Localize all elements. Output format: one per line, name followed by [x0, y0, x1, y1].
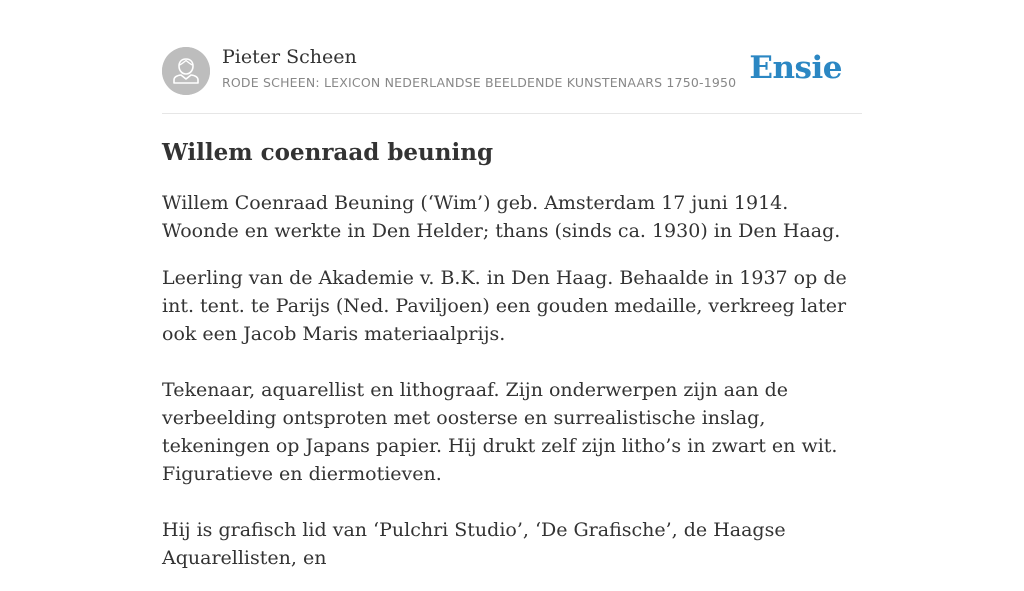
page — [162, 0, 862, 569]
article-paragraph: Tekenaar, aquarellist en lithograaf. Zijn onderwerpen zijn aan de verbeelding ontsproten met oosterse en surrealistische inslag, tekeningen op Japans papier. Hij drukt zelf zijn litho’s in zwart en wit. Figuratieve en diermotieven. — [162, 379, 838, 485]
article-paragraph: Hij is grafisch lid van ‘Pulchri Studio’, ‘De Grafische’, de Haagse Aquarellisten, en — [162, 519, 786, 569]
article-body — [162, 189, 866, 591]
header — [162, 0, 862, 114]
article-paragraph: Leerling van de Akademie v. B.K. in Den Haag. Behaalde in 1937 op de int. tent. te Parijs (Ned. Paviljoen) een gouden medaille, verkreeg later ook een Jacob Maris materiaalprijs. — [162, 267, 847, 345]
article-paragraph: Willem Coenraad Beuning (‘Wim’) geb. Amsterdam 17 juni 1914. Woonde en werkte in Den Helder; thans (sinds ca. 1930) in Den Haag. — [162, 192, 841, 242]
author-name[interactable]: Pieter Scheen — [222, 46, 357, 68]
user-avatar-icon[interactable] — [162, 47, 210, 95]
ensie-logo[interactable]: Ensie — [749, 50, 842, 86]
article-title: Willem coenraad beuning — [162, 139, 494, 166]
source-title[interactable]: RODE SCHEEN: LEXICON NEDERLANDSE BEELDENDE KUNSTENAARS 1750-1950 — [222, 75, 737, 90]
